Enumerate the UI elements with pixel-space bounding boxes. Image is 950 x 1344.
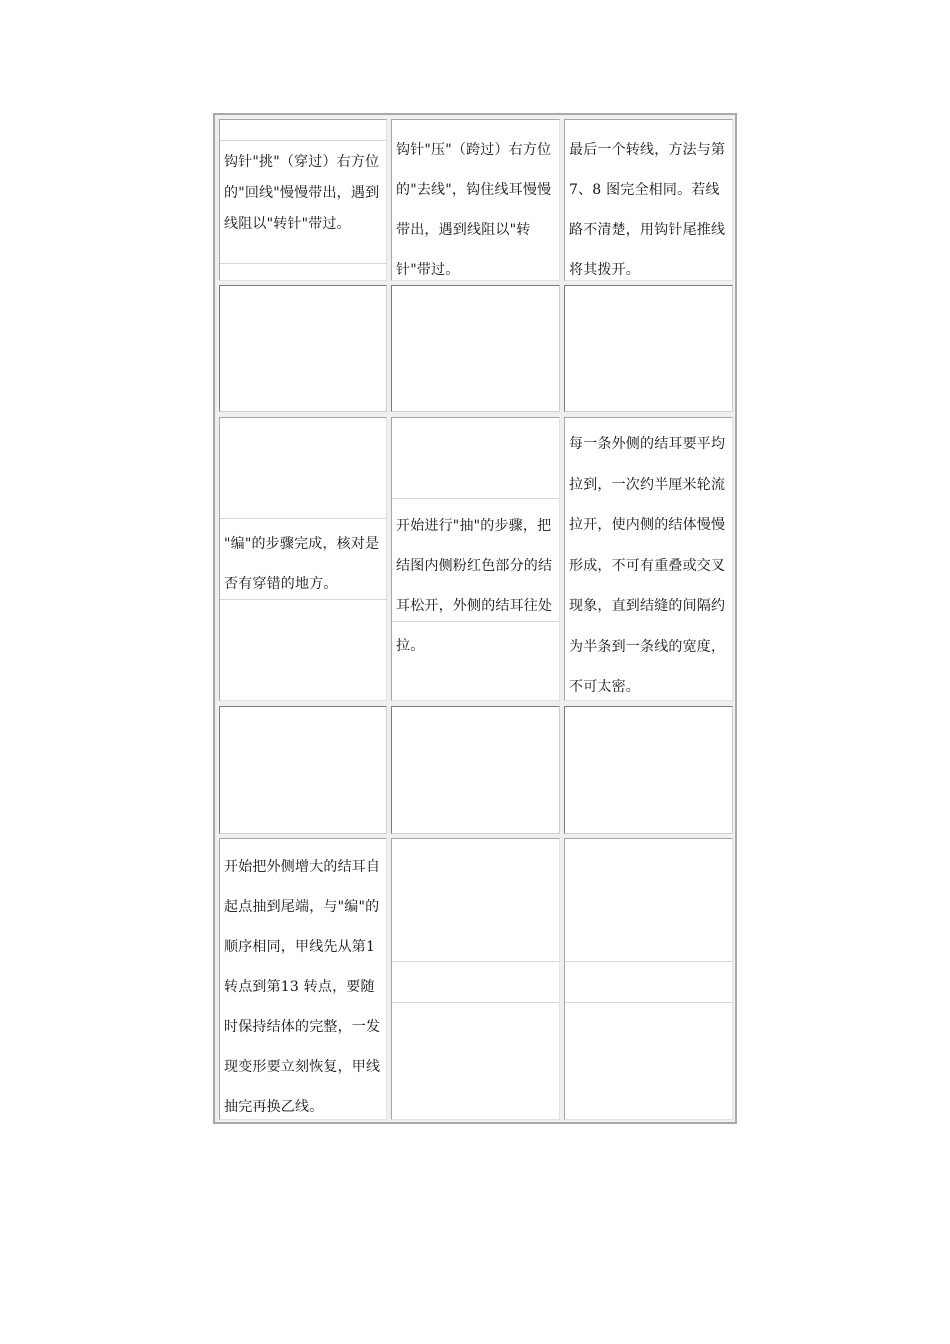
cell-r3-c1 xyxy=(219,417,387,701)
cell-r1-c1 xyxy=(219,119,387,281)
image-cell-r2-c1 xyxy=(219,285,387,412)
image-cell-r4-c3 xyxy=(564,706,733,834)
cell-text: 钩针"压"（跨过）右方位的"去线"，钩住线耳慢慢带出，遇到线阻以"转针"带过。 xyxy=(396,142,552,278)
cell-separator xyxy=(220,140,386,141)
cell-separator xyxy=(392,1002,559,1003)
cell-separator xyxy=(220,518,386,519)
cell-r3-c3 xyxy=(564,417,733,701)
cell-text: 开始进行"抽"的步骤，把结图内侧粉红色部分的结耳松开，外侧的结耳往处拉。 xyxy=(396,518,553,654)
image-cell-r2-c2 xyxy=(391,285,560,412)
cell-r1-c2 xyxy=(391,119,560,281)
cell-r3-c2 xyxy=(391,417,560,701)
cell-r1-c3 xyxy=(564,119,733,281)
cell-r5-c1 xyxy=(219,838,387,1120)
cell-text: 每一条外侧的结耳要平均拉到，一次约半厘米轮流拉开，使内侧的结体慢慢形成，不可有重叠或交叉现象，直到结缝的间隔约为半条到一条线的宽度，不可太密。 xyxy=(569,436,726,695)
cell-separator xyxy=(565,1002,732,1003)
cell-text: 开始把外侧增大的结耳自起点抽到尾端，与"编"的顺序相同，甲线先从第1 转点到第13 转点，要随时保持结体的完整，一发现变形要立刻恢复，甲线抽完再换乙线。 xyxy=(224,859,381,1115)
image-cell-r2-c3 xyxy=(564,285,733,412)
image-cell-r4-c2 xyxy=(391,706,560,834)
instruction-table xyxy=(213,113,737,1124)
cell-text: 最后一个转线，方法与第7、8 图完全相同。若线路不清楚，用钩针尾推线将其拨开。 xyxy=(569,142,726,278)
cell-text: "编"的步骤完成，核对是否有穿错的地方。 xyxy=(224,536,380,592)
cell-separator xyxy=(220,599,386,600)
cell-r5-c3 xyxy=(564,838,733,1120)
image-cell-r4-c1 xyxy=(219,706,387,834)
cell-separator xyxy=(565,961,732,962)
cell-separator xyxy=(220,263,386,264)
cell-separator xyxy=(392,961,559,962)
cell-r5-c2 xyxy=(391,838,560,1120)
cell-separator xyxy=(392,621,559,622)
cell-text: 钩针"挑"（穿过）右方位的"回线"慢慢带出，遇到线阻以"转针"带过。 xyxy=(224,154,380,232)
cell-separator xyxy=(392,498,559,499)
